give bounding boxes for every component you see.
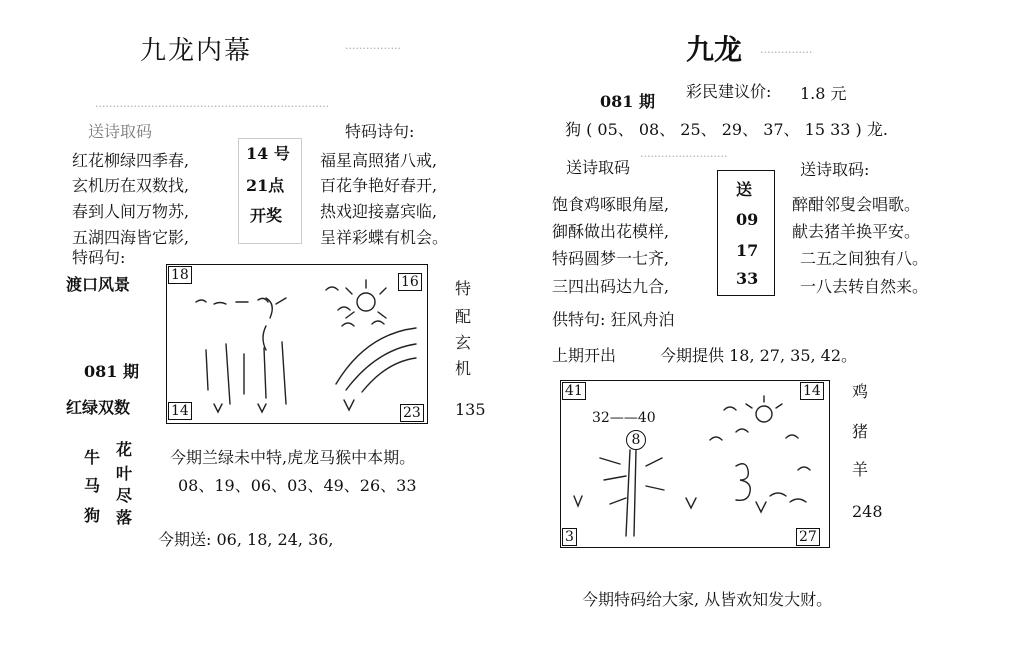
poem-line: 二五之间独有八。 — [800, 249, 929, 268]
right-center-box-line2: 09 — [736, 210, 759, 229]
poem-line: 献去猪羊换平安。 — [792, 222, 921, 241]
poem-line: 特码圆梦一七齐, — [552, 249, 670, 268]
left-center-box-line2: 21点 — [246, 176, 285, 195]
right-title-faint-subtitle: ··············· — [760, 46, 813, 59]
right-title: 九龙 — [686, 33, 743, 66]
poem-line: 玄机历在双数找, — [72, 176, 190, 195]
left-sketch — [166, 264, 426, 422]
right-poem-header-left: 送诗取码 — [566, 158, 631, 177]
right-corner-br: 27 — [796, 528, 820, 546]
poem-line: 一八去转自然来。 — [800, 277, 929, 296]
right-footer: 今期特码给大家, 从皆欢知发大财。 — [582, 590, 833, 609]
left-poem-header-left: 送诗取码 — [88, 122, 153, 141]
right-poem-header-right: 送诗取码: — [800, 160, 870, 179]
right-side-number: 248 — [852, 502, 883, 521]
right-drawing-text: 32——40 — [592, 410, 656, 426]
poem-line: 三四出码达九合, — [552, 277, 670, 296]
animal-char: 马 — [84, 476, 101, 495]
poem-line: 福星高照猪八戒, — [320, 151, 438, 170]
left-side-char: 机 — [455, 359, 472, 378]
left-side-char: 配 — [455, 307, 472, 326]
animal-char: 牛 — [84, 448, 101, 467]
right-corner-tr: 14 — [800, 382, 824, 400]
poem-line: 红花柳绿四季春, — [72, 151, 190, 170]
left-send: 今期送: 06, 18, 24, 36, — [158, 530, 334, 549]
left-corner-bl: 14 — [168, 402, 192, 420]
flower-char: 花 — [116, 440, 133, 459]
left-title-faint-subtitle: ················ — [345, 42, 401, 55]
left-red-green: 红绿双数 — [66, 398, 131, 417]
flower-char: 叶 — [116, 464, 133, 483]
poem-line: 热戏迎接嘉宾临, — [320, 202, 438, 221]
left-center-box-line3: 开奖 — [250, 206, 283, 225]
poem-line: 百花争艳好春开, — [320, 176, 438, 195]
right-price-label: 彩民建议价: — [686, 82, 772, 101]
right-center-box-line4: 33 — [736, 269, 759, 288]
right-price-value: 1.8 元 — [800, 84, 847, 103]
right-corner-tl: 41 — [562, 382, 586, 400]
right-center-box-line1: 送 — [736, 180, 753, 199]
animal-char: 狗 — [84, 506, 101, 525]
right-last-period: 上期开出 — [552, 346, 617, 365]
right-center-box-line3: 17 — [736, 241, 759, 260]
poem-line: 呈祥彩蝶有机会。 — [320, 228, 449, 247]
poem-line: 御酥做出花模样, — [552, 222, 670, 241]
right-this-period: 今期提供 18, 27, 35, 42。 — [660, 346, 858, 365]
flower-char: 尽 — [116, 486, 133, 505]
right-faint-line: ························· — [640, 150, 728, 163]
right-special-line: 供特句: 狂风舟泊 — [552, 310, 675, 329]
right-issue: 081 期 — [600, 92, 655, 111]
right-dog-line: 狗 ( 05、 08、 25、 29、 37、 15 33 ) 龙. — [565, 120, 888, 139]
poem-line: 春到人间万物苏, — [72, 202, 190, 221]
left-faint-line: ··································································· — [95, 100, 330, 113]
left-special-label: 特码句: — [72, 248, 126, 267]
left-issue: 081 期 — [84, 362, 139, 381]
poem-line: 醉酣邻叟会唱歌。 — [792, 195, 921, 214]
left-poem-header-right: 特码诗句: — [345, 122, 415, 141]
right-corner-bl: 3 — [562, 528, 577, 546]
left-corner-tl: 18 — [168, 266, 192, 284]
left-center-box-line1: 14 号 — [246, 144, 290, 163]
left-numbers: 08、19、06、03、49、26、33 — [178, 476, 417, 495]
left-statement: 今期兰绿未中特,虎龙马猴中本期。 — [170, 448, 416, 467]
right-side-char: 鸡 — [852, 382, 869, 401]
left-corner-br: 23 — [400, 404, 424, 422]
poem-line: 五湖四海皆它影, — [72, 228, 190, 247]
right-drawing-circle: 8 — [626, 430, 646, 450]
left-side-char: 玄 — [455, 333, 472, 352]
left-scene-title: 渡口风景 — [66, 275, 131, 294]
left-side-char: 特 — [455, 279, 472, 298]
left-title: 九龙内幕 — [140, 36, 253, 66]
left-side-number: 135 — [455, 400, 486, 419]
right-sketch — [560, 380, 828, 546]
right-side-char: 猪 — [852, 422, 869, 441]
left-corner-tr: 16 — [398, 273, 422, 291]
right-side-char: 羊 — [852, 460, 869, 479]
flower-char: 落 — [116, 508, 133, 527]
poem-line: 饱食鸡啄眼角屋, — [552, 195, 670, 214]
